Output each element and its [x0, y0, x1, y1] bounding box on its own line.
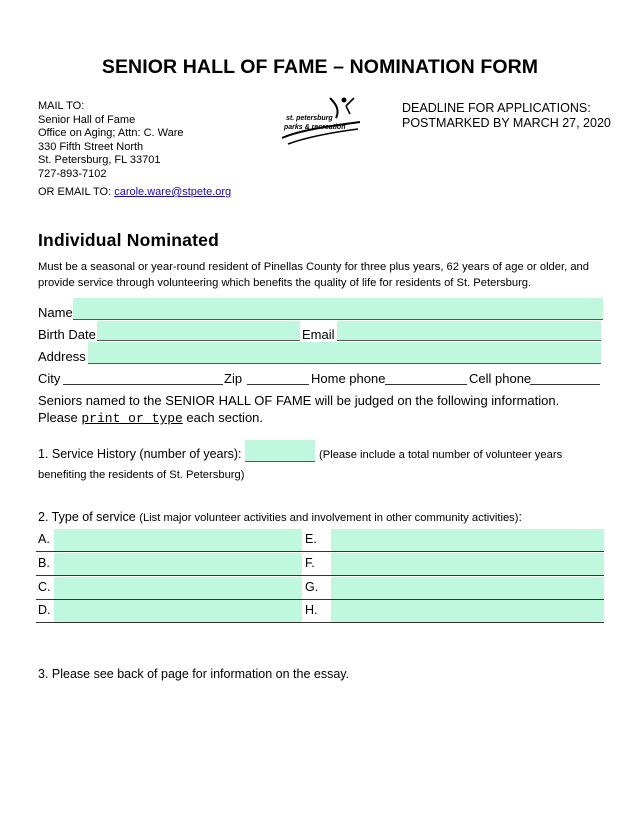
email-input[interactable] — [337, 321, 601, 341]
service-a-input[interactable] — [54, 529, 302, 551]
service-row-label-left: C. — [38, 580, 51, 594]
mail-line: St. Petersburg, FL 33701 — [38, 154, 161, 167]
service-b-input[interactable] — [54, 553, 302, 575]
parks-recreation-logo — [280, 92, 362, 150]
birth-date-input[interactable] — [97, 321, 300, 341]
deadline-block — [402, 101, 611, 131]
email-line — [38, 186, 231, 198]
service-row-label-right: H. — [305, 603, 318, 617]
service-row-label-right: F. — [305, 556, 315, 570]
service-g-input[interactable] — [331, 577, 604, 599]
essay-note: 3. Please see back of page for information on the essay. — [38, 667, 350, 681]
service-type-label: 2. Type of service — [38, 510, 140, 524]
service-h-input[interactable] — [331, 600, 604, 622]
page-title: SENIOR HALL OF FAME – NOMINATION FORM — [101, 56, 539, 78]
service-row-label-left: A. — [38, 532, 50, 546]
judging-line1: Seniors named to the SENIOR HALL OF FAME will be judged on the following information. — [38, 393, 560, 408]
section-title: Individual Nominated — [38, 230, 219, 250]
service-c-input[interactable] — [54, 577, 302, 599]
logo-line2: parks & recreation — [284, 124, 346, 131]
mail-line: 727-893-7102 — [38, 167, 107, 180]
name-label: Name — [38, 305, 73, 320]
birth-date-label: Birth Date — [38, 327, 96, 342]
address-input[interactable] — [88, 342, 601, 364]
service-history-note: (Please include a total number of volunteer years — [319, 449, 563, 461]
service-history-note2: benefiting the residents of St. Petersburg) — [38, 469, 245, 481]
deadline-line1: DEADLINE FOR APPLICATIONS: — [402, 101, 591, 115]
home-phone-label: Home phone — [311, 371, 386, 386]
service-years-input[interactable] — [245, 440, 315, 462]
service-row-label-left: D. — [38, 603, 51, 617]
mail-line: MAIL TO: — [38, 100, 85, 112]
city-label: City — [38, 371, 61, 386]
eligibility-text: Must be a seasonal or year-round resident of Pinellas County for three plus years, 62 years of age or older, and provide service through volunteering which benefits the quality of life for residents of St. Petersburg. — [38, 261, 589, 289]
email-link[interactable]: carole.ware@stpete.org — [114, 186, 232, 198]
service-history-label: 1. Service History (number of years): — [38, 447, 246, 461]
service-type-line: 2. Type of service (List major volunteer activities and involvement in other community activities): — [38, 510, 522, 524]
service-row-label-right: G. — [305, 580, 319, 594]
judging-line2: Please print or type each section. — [38, 410, 264, 426]
judging-note — [38, 392, 559, 427]
mail-line: 330 Fifth Street North — [38, 140, 144, 153]
deadline-line2: POSTMARKED BY MARCH 27, 2020 — [402, 116, 611, 130]
service-e-input[interactable] — [331, 529, 604, 551]
service-type-note: (List major volunteer activities and involvement in other community activities) — [139, 512, 519, 524]
service-row-label-right: E. — [305, 532, 317, 546]
service-f-input[interactable] — [331, 553, 604, 575]
mail-line: Senior Hall of Fame — [38, 113, 136, 126]
cell-phone-input[interactable] — [530, 383, 600, 385]
zip-input[interactable] — [247, 383, 309, 385]
email-label: Email — [302, 327, 335, 342]
cell-phone-label: Cell phone — [469, 371, 532, 386]
mail-to-block — [38, 100, 184, 182]
logo-line1: st. petersburg — [286, 115, 333, 122]
city-input[interactable] — [63, 383, 223, 385]
service-d-input[interactable] — [54, 600, 302, 622]
name-input[interactable] — [73, 298, 603, 320]
print-or-type: print or type — [81, 411, 183, 426]
zip-label: Zip — [224, 371, 243, 386]
home-phone-input[interactable] — [385, 383, 467, 385]
address-label: Address — [38, 349, 86, 364]
mail-line: Office on Aging; Attn: C. Ware — [38, 127, 184, 140]
service-row-label-left: B. — [38, 556, 50, 570]
email-prefix: OR EMAIL TO: — [38, 186, 115, 198]
